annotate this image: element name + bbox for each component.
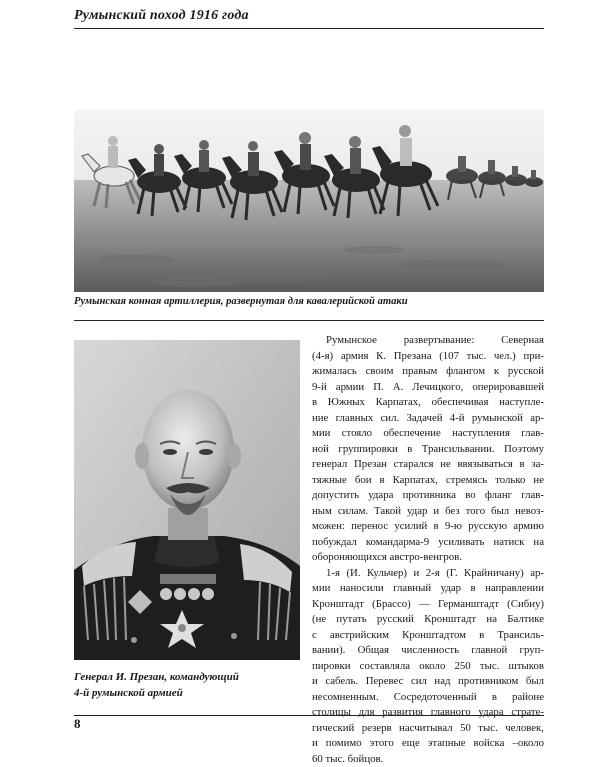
text-line: можен: перенос усилий в 9-ю русскую армию <box>312 519 544 535</box>
cavalry-photo <box>74 110 544 292</box>
text-line: в Южных Карпатах, обеспечивая наступле- <box>312 395 544 411</box>
text-line: 60 тыс. бойцов. <box>312 752 544 767</box>
text-line: генерал Презан старался не ввязываться в за- <box>312 457 544 473</box>
general-portrait-photo <box>74 340 300 660</box>
text-line: (4-я) армия К. Презана (107 тыс. чел.) при- <box>312 349 544 365</box>
text-line: ным силам. Такой удар и без того был невоз- <box>312 504 544 520</box>
running-title: Румынский поход 1916 года <box>74 8 249 24</box>
text-line: столицы для развития главного удара страте- <box>312 705 544 721</box>
text-line: 9-й армии П. А. Лечицкого, оперировавшей <box>312 380 544 396</box>
text-line: мии стояло обеспечение наступления глав- <box>312 426 544 442</box>
text-line: мии наносили главный удар в направлении <box>312 581 544 597</box>
text-line: пировки составляла около 250 тыс. штыков <box>312 659 544 675</box>
text-line: Румынское развертывание: Северная <box>312 333 544 349</box>
text-line: гический резерв насчитывал 50 тыс. человек, <box>312 721 544 737</box>
caption-rule <box>74 320 544 321</box>
text-line: с австрийским Кронштадтом в Трансиль- <box>312 628 544 644</box>
cavalry-photo-caption: Румынская конная артиллерия, развернутая для кавалерийской атаки <box>74 296 408 307</box>
body-text-column <box>312 333 544 767</box>
text-line: и помимо этого еще этапные войска –около <box>312 736 544 752</box>
portrait-caption-line: Генерал И. Презан, командующий <box>74 669 300 685</box>
footer-rule <box>74 715 544 716</box>
text-line: обороняющихся австро-венгров. <box>312 550 544 566</box>
portrait-caption-line: 4-й румынской армией <box>74 685 300 701</box>
text-line: ние главных сил. Задачей 4-й румынской ар- <box>312 411 544 427</box>
text-line: и сабель. Перевес сил над противником был <box>312 674 544 690</box>
general-portrait-caption <box>74 669 300 701</box>
text-line: ной группировки в Трансильвании. Поэтому <box>312 442 544 458</box>
text-line: 1-я (И. Кульчер) и 2-я (Г. Крайничану) ар- <box>312 566 544 582</box>
text-line: Кронштадт (Брассо) — Германштадт (Сибиу) <box>312 597 544 613</box>
header-rule <box>74 28 544 29</box>
text-line: вании). Общая численность главной груп- <box>312 643 544 659</box>
text-line: жималась своим правым флангом к русской <box>312 364 544 380</box>
text-line: несомненным. Сосредоточенный в районе <box>312 690 544 706</box>
text-line: побуждал командарма-9 усиливать натиск на <box>312 535 544 551</box>
text-line: тяжные бои в Карпатах, стремясь только не <box>312 473 544 489</box>
general-portrait-image <box>74 340 300 660</box>
cavalry-photo-image <box>74 110 544 292</box>
page-number: 8 <box>74 716 81 732</box>
text-line: допустить удара противника во фланг глав- <box>312 488 544 504</box>
text-line: (не путать русский Кронштадт на Балтике <box>312 612 544 628</box>
